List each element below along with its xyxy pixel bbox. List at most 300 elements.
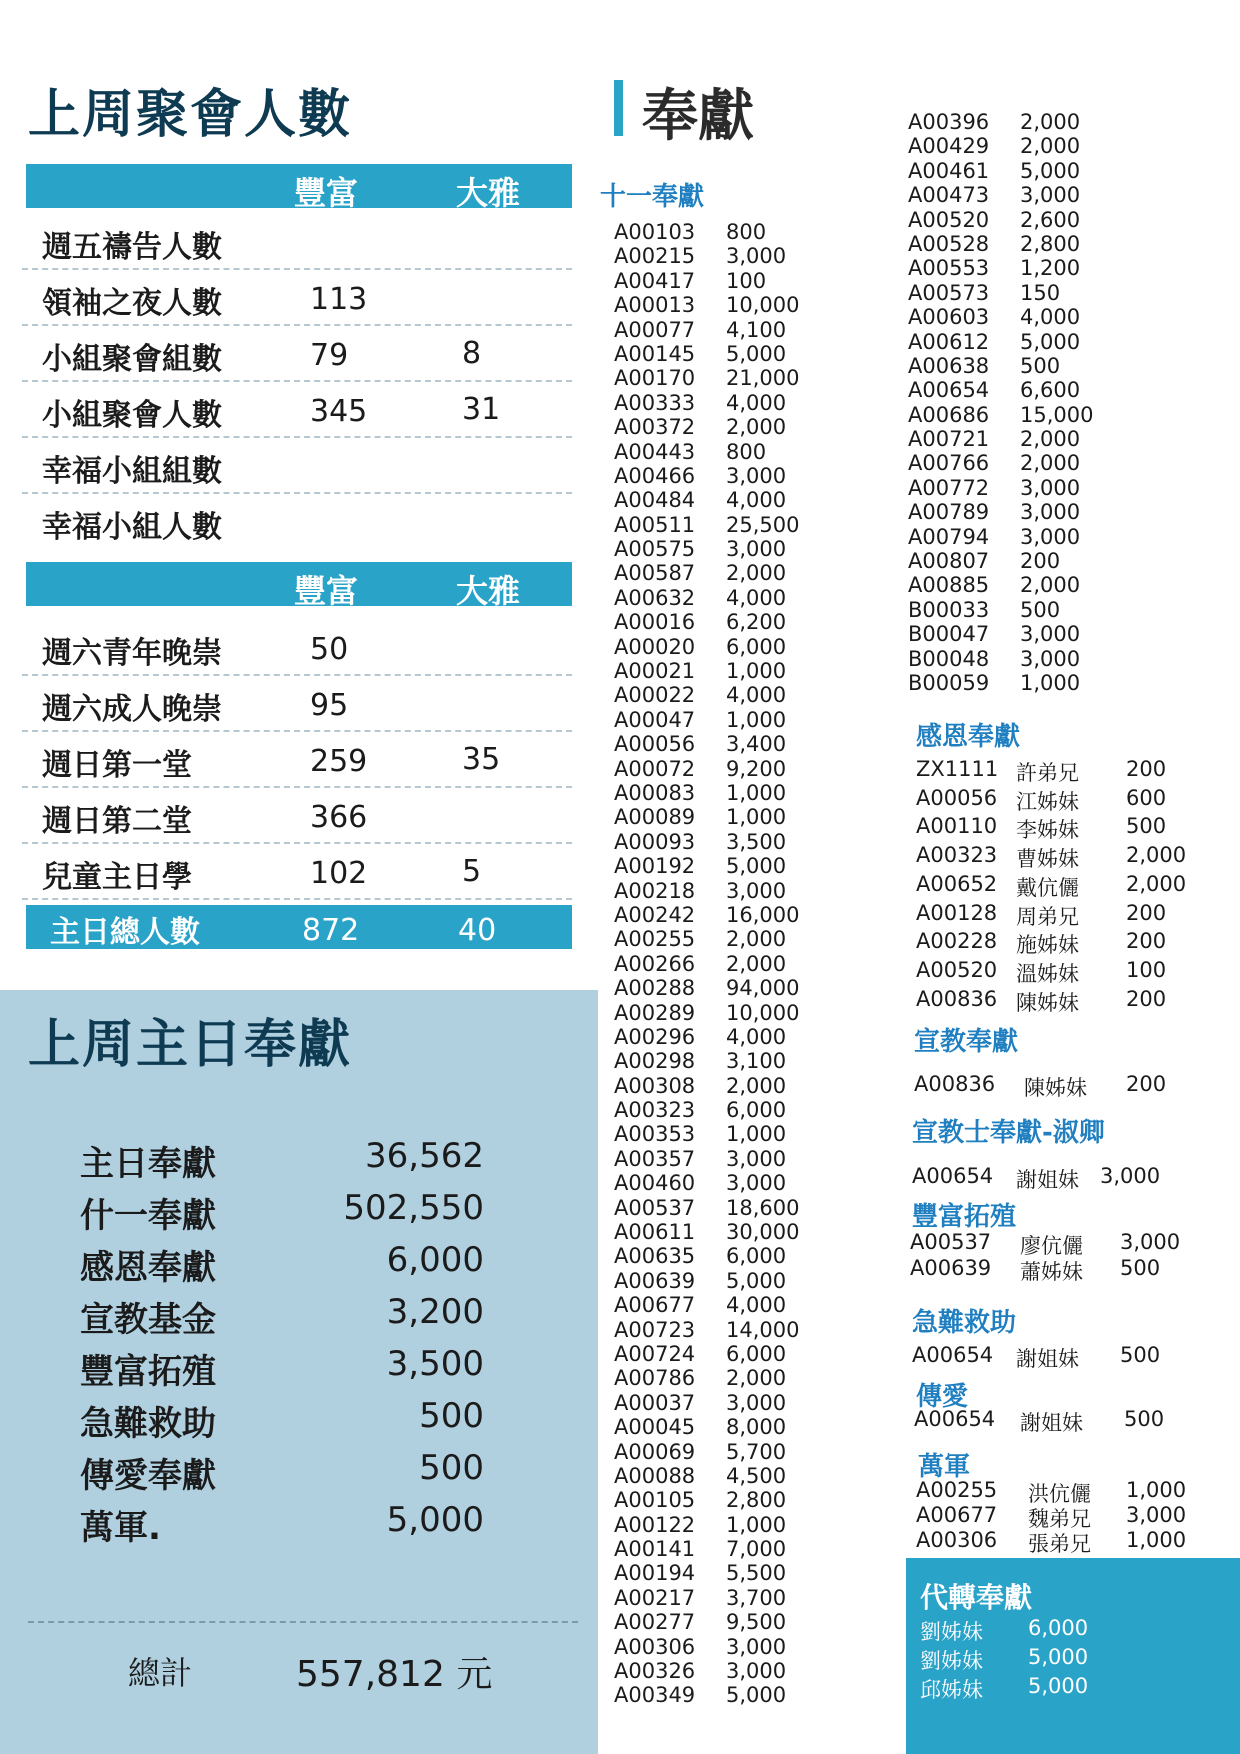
amount: 6,000 — [726, 634, 787, 659]
tithe-entry — [614, 903, 814, 927]
amount: 500 — [1020, 597, 1061, 622]
tithe-entry — [614, 1586, 814, 1610]
amount: 7,000 — [726, 1537, 787, 1562]
donor-code: A00047 — [614, 707, 696, 732]
attendance-row — [22, 676, 572, 732]
tithe-entry — [908, 549, 1108, 573]
tithe-entry — [908, 427, 1108, 451]
tithe-list-col2 — [908, 110, 1108, 695]
amount: 500 — [1120, 1343, 1161, 1367]
donor-code: A00396 — [908, 110, 990, 134]
donor-code: A00520 — [908, 207, 990, 232]
donor-code: A00077 — [614, 317, 696, 342]
donor-code: A00122 — [614, 1512, 696, 1537]
donor-code: A00766 — [908, 451, 990, 476]
donor-code: A00677 — [614, 1293, 696, 1318]
amount: 6,000 — [726, 1244, 787, 1269]
tithe-entry — [614, 1635, 814, 1659]
amount: 2,000 — [1020, 110, 1081, 134]
tithe-entry — [614, 1513, 814, 1537]
amount: 4,000 — [726, 585, 787, 610]
donor-code: A00537 — [910, 1230, 992, 1254]
header-col-fengfu: 豐富 — [294, 572, 359, 610]
donor-code: A00466 — [614, 463, 696, 488]
donor-code: A00786 — [614, 1366, 696, 1391]
tithe-entry — [614, 1464, 814, 1488]
tithe-entry — [908, 525, 1108, 549]
tithe-entry — [614, 513, 814, 537]
donor-code: A00170 — [614, 366, 696, 391]
tithe-entry — [614, 561, 814, 585]
tithe-entry — [908, 476, 1108, 500]
tithe-entry — [908, 305, 1108, 329]
donor-name: 施姊妹 — [1016, 933, 1079, 958]
donor-code: A00417 — [614, 268, 696, 293]
donor-code: A00089 — [614, 805, 696, 830]
donor-code: A00266 — [614, 951, 696, 976]
amount: 1,000 — [726, 780, 787, 805]
tithe-entry — [614, 635, 814, 659]
donor-name: 周弟兄 — [1016, 904, 1079, 929]
amount: 5,000 — [726, 1683, 787, 1708]
tithe-entry — [614, 1659, 814, 1683]
donor-code: A00145 — [614, 341, 696, 366]
row-label: 週六成人晚崇 — [42, 692, 222, 727]
donor-code: A00128 — [916, 900, 998, 925]
donor-code: A00612 — [908, 329, 990, 354]
tithe-entry — [908, 232, 1108, 256]
attendance-row — [22, 620, 572, 676]
donor-code: A00429 — [908, 134, 990, 159]
amount: 4,000 — [726, 390, 787, 415]
amount: 9,200 — [726, 756, 787, 781]
attendance-row — [22, 438, 572, 494]
donor-code: A00639 — [910, 1256, 992, 1280]
row-label: 週日第二堂 — [42, 804, 192, 839]
attendance-row — [22, 214, 572, 270]
attendance-row — [22, 326, 572, 382]
header-col-daya: 大雅 — [456, 572, 521, 610]
summary-item — [80, 1188, 484, 1240]
donor-code: A00020 — [614, 634, 696, 659]
row-label: 領袖之夜人數 — [42, 286, 222, 321]
donor-code: A00357 — [614, 1146, 696, 1171]
tithe-entry — [614, 464, 814, 488]
donor-code: A00056 — [916, 785, 998, 810]
donor-code: A00461 — [908, 158, 990, 183]
summary-item — [80, 1292, 484, 1344]
donor-code: B00048 — [908, 646, 990, 671]
tithe-entry — [908, 647, 1108, 671]
tithe-entry — [614, 610, 814, 634]
donor-code: A00022 — [614, 683, 696, 708]
amount: 3,000 — [1020, 183, 1081, 208]
row-label: 幸福小組組數 — [42, 454, 222, 489]
donor-code: A00141 — [614, 1537, 696, 1562]
donor-code: A00218 — [614, 878, 696, 903]
donor-code: A00836 — [914, 1072, 996, 1096]
tithe-entry — [614, 1122, 814, 1146]
tithe-entry — [614, 1171, 814, 1195]
amount: 500 — [1126, 814, 1167, 839]
tithe-entry — [908, 281, 1108, 305]
tithe-entry — [614, 220, 814, 244]
donor-code: A00724 — [614, 1341, 696, 1366]
tithe-entry — [908, 622, 1108, 646]
donor-code: A00021 — [614, 659, 696, 684]
amount: 2,000 — [1020, 427, 1081, 452]
tithe-entry — [614, 757, 814, 781]
amount: 1,000 — [1020, 670, 1081, 695]
donor-code: A00349 — [614, 1683, 696, 1708]
amount: 6,000 — [1028, 1616, 1089, 1640]
summary-item-label: 感恩奉獻 — [80, 1248, 216, 1288]
amount: 3,000 — [726, 1659, 787, 1684]
amount: 200 — [1126, 986, 1167, 1011]
donor-code: A00484 — [614, 488, 696, 513]
amount: 1,000 — [726, 1512, 787, 1537]
amount: 150 — [1020, 280, 1061, 305]
donor-code: A00654 — [914, 1407, 996, 1431]
donor-code: A00289 — [614, 1000, 696, 1025]
amount: 1,000 — [726, 659, 787, 684]
summary-item — [80, 1500, 484, 1552]
amount: 5,700 — [726, 1439, 787, 1464]
donor-code: A00103 — [614, 220, 696, 244]
amount: 18,600 — [726, 1195, 800, 1220]
amount: 2,000 — [1020, 451, 1081, 476]
amount: 3,000 — [1020, 475, 1081, 500]
amount: 200 — [1126, 929, 1167, 954]
amount: 1,000 — [1126, 1478, 1187, 1502]
amount: 6,600 — [1020, 378, 1081, 403]
amount: 2,800 — [1020, 231, 1081, 256]
amount: 800 — [726, 220, 767, 244]
amount: 600 — [1126, 785, 1167, 810]
tithe-entry — [908, 573, 1108, 597]
donor-name: 戴伉儷 — [1016, 875, 1079, 900]
amount: 4,100 — [726, 317, 787, 342]
tithe-entry — [908, 208, 1108, 232]
missionary-section-title: 宣教士奉獻-淑卿 — [912, 1118, 1105, 1148]
amount: 6,000 — [726, 1098, 787, 1123]
row-fengfu-value: 50 — [310, 632, 349, 667]
donor-code: A00217 — [614, 1585, 696, 1610]
donor-code: B00059 — [908, 670, 990, 695]
donor-code: A00323 — [614, 1098, 696, 1123]
donor-code: A00069 — [614, 1439, 696, 1464]
donor-code: A00255 — [614, 927, 696, 952]
amount: 6,000 — [726, 1341, 787, 1366]
donor-code: A00056 — [614, 732, 696, 757]
donor-code: A00255 — [916, 1478, 998, 1502]
donor-code: A00333 — [614, 390, 696, 415]
amount: 14,000 — [726, 1317, 800, 1342]
total-label: 主日總人數 — [50, 915, 200, 950]
amount: 500 — [1124, 1407, 1165, 1431]
amount: 25,500 — [726, 512, 800, 537]
tithe-section-title: 十一奉獻 — [600, 182, 705, 212]
summary-item-value: 6,000 — [386, 1240, 484, 1280]
donor-code: A00296 — [614, 1024, 696, 1049]
amount: 3,000 — [726, 1634, 787, 1659]
amount: 3,100 — [726, 1049, 787, 1074]
amount: 3,000 — [1020, 646, 1081, 671]
amount: 2,000 — [726, 1073, 787, 1098]
tithe-entry — [614, 976, 814, 1000]
donor-code: B00033 — [908, 597, 990, 622]
tithe-entry — [614, 537, 814, 561]
donor-code: A00721 — [908, 427, 990, 452]
tithe-entry — [614, 1074, 814, 1098]
amount: 3,000 — [726, 878, 787, 903]
amount: 3,000 — [726, 1146, 787, 1171]
summary-item-value: 36,562 — [365, 1136, 484, 1176]
summary-item-value: 500 — [419, 1396, 484, 1436]
donor-name: 江姊妹 — [1016, 789, 1079, 814]
donor-code: A00794 — [908, 524, 990, 549]
row-label: 兒童主日學 — [42, 860, 192, 895]
relief-section-title: 急難救助 — [912, 1308, 1017, 1338]
donor-code: A00611 — [614, 1220, 696, 1245]
mission-section-title: 宣教奉獻 — [914, 1027, 1019, 1057]
tithe-entry — [614, 415, 814, 439]
amount: 2,600 — [1020, 207, 1081, 232]
amount: 1,000 — [726, 1122, 787, 1147]
donor-name: 張弟兄 — [1028, 1532, 1091, 1556]
tithe-list-col1 — [614, 220, 814, 1708]
donor-code: A00632 — [614, 585, 696, 610]
tithe-entry — [908, 330, 1108, 354]
amount: 3,000 — [1020, 500, 1081, 525]
tithe-entry — [614, 1415, 814, 1439]
tithe-entry — [614, 244, 814, 268]
tithe-entry — [614, 269, 814, 293]
donor-code: A00575 — [614, 537, 696, 562]
tithe-entry — [614, 805, 814, 829]
tithe-entry — [908, 671, 1108, 695]
amount: 500 — [1020, 353, 1061, 378]
amount: 4,000 — [726, 683, 787, 708]
amount: 2,000 — [726, 415, 787, 440]
amount: 15,000 — [1020, 402, 1094, 427]
attendance-title: 上周聚會人數 — [28, 85, 353, 145]
tithe-entry — [614, 1220, 814, 1244]
summary-item-label: 宣教基金 — [80, 1300, 216, 1340]
donor-code: A00242 — [614, 902, 696, 927]
donor-code: A00353 — [614, 1122, 696, 1147]
amount: 3,000 — [726, 1390, 787, 1415]
donor-code: A00372 — [614, 415, 696, 440]
tithe-entry — [614, 293, 814, 317]
donor-code: ZX1111 — [916, 757, 999, 781]
tithe-entry — [614, 1244, 814, 1268]
row-label: 週六青年晚崇 — [42, 636, 222, 671]
row-label: 週五禱告人數 — [42, 230, 222, 265]
amount: 100 — [726, 268, 767, 293]
attendance-row — [22, 732, 572, 788]
donor-code: A00789 — [908, 500, 990, 525]
attendance-header-1 — [26, 164, 572, 212]
donor-code: A00308 — [614, 1073, 696, 1098]
attendance-row — [22, 844, 572, 900]
amount: 200 — [1126, 1072, 1167, 1096]
donor-name: 許弟兄 — [1016, 761, 1079, 785]
row-fengfu-value: 259 — [310, 744, 368, 779]
tithe-entry — [614, 1001, 814, 1025]
amount: 10,000 — [726, 293, 800, 318]
tithe-entry — [614, 1366, 814, 1390]
total-daya: 40 — [458, 913, 497, 948]
tithe-entry — [614, 830, 814, 854]
tithe-entry — [614, 732, 814, 756]
amount: 2,000 — [1126, 843, 1187, 868]
row-fengfu-value: 79 — [310, 338, 349, 373]
tithe-entry — [614, 1537, 814, 1561]
tithe-entry — [614, 927, 814, 951]
amount: 5,000 — [726, 341, 787, 366]
tithe-entry — [614, 1683, 814, 1707]
amount: 1,000 — [726, 805, 787, 830]
donor-code: A00635 — [614, 1244, 696, 1269]
row-label: 小組聚會人數 — [42, 398, 222, 433]
amount: 3,500 — [726, 829, 787, 854]
donor-code: A00016 — [614, 610, 696, 635]
tithe-entry — [614, 366, 814, 390]
tithe-entry — [614, 854, 814, 878]
row-daya-value: 31 — [462, 392, 501, 427]
donor-code: A00298 — [614, 1049, 696, 1074]
amount: 3,000 — [1126, 1503, 1187, 1527]
donor-name: 邱姊妹 — [920, 1678, 983, 1702]
title-accent-bar — [614, 80, 623, 136]
tithe-entry — [614, 1196, 814, 1220]
tithe-entry — [614, 659, 814, 683]
donor-code: A00110 — [916, 814, 998, 839]
donor-code: A00807 — [908, 549, 990, 574]
amount: 9,500 — [726, 1610, 787, 1635]
attendance-header-2 — [26, 562, 572, 610]
row-fengfu-value: 345 — [310, 394, 368, 429]
amount: 2,000 — [726, 1366, 787, 1391]
row-daya-value: 35 — [462, 742, 501, 777]
tithe-entry — [614, 440, 814, 464]
amount: 5,500 — [726, 1561, 787, 1586]
amount: 200 — [1020, 549, 1061, 574]
row-label: 幸福小組人數 — [42, 510, 222, 545]
tithe-entry — [614, 1391, 814, 1415]
amount: 2,000 — [1020, 573, 1081, 598]
amount: 3,000 — [726, 537, 787, 562]
donor-name: 謝姐妹 — [1020, 1411, 1083, 1435]
donor-name: 陳姊妹 — [1024, 1076, 1087, 1100]
amount: 4,000 — [726, 488, 787, 513]
summary-item-label: 傳愛奉獻 — [80, 1456, 216, 1496]
donor-name: 廖伉儷 — [1020, 1234, 1083, 1258]
donor-name: 陳姊妹 — [1016, 990, 1079, 1015]
tithe-entry — [908, 159, 1108, 183]
tithe-entry — [614, 1147, 814, 1171]
header-col-fengfu: 豐富 — [294, 174, 359, 212]
amount: 2,000 — [726, 561, 787, 586]
amount: 5,000 — [726, 1268, 787, 1293]
amount: 21,000 — [726, 366, 800, 391]
tithe-entry — [614, 1488, 814, 1512]
tithe-entry — [614, 952, 814, 976]
tithe-entry — [614, 879, 814, 903]
tithe-entry — [614, 318, 814, 342]
tithe-entry — [908, 378, 1108, 402]
donor-code: A00677 — [916, 1503, 998, 1527]
donor-code: A00093 — [614, 829, 696, 854]
offering-detail-title: 奉獻 — [642, 84, 754, 149]
tithe-entry — [908, 500, 1108, 524]
amount: 5,000 — [1020, 158, 1081, 183]
tithe-entry — [614, 1561, 814, 1585]
row-daya-value: 8 — [462, 336, 482, 371]
amount: 10,000 — [726, 1000, 800, 1025]
amount: 3,400 — [726, 732, 787, 757]
amount: 3,700 — [726, 1585, 787, 1610]
donor-code: A00228 — [916, 929, 998, 954]
amount: 4,500 — [726, 1463, 787, 1488]
tithe-entry — [614, 1610, 814, 1634]
total-fengfu: 872 — [302, 913, 360, 948]
tithe-entry — [614, 1293, 814, 1317]
donor-name: 謝姐妹 — [1016, 1347, 1079, 1371]
donor-code: A00194 — [614, 1561, 696, 1586]
donor-code: A00537 — [614, 1195, 696, 1220]
summary-item-label: 急難救助 — [80, 1404, 216, 1444]
summary-item — [80, 1136, 484, 1188]
donor-code: A00473 — [908, 183, 990, 208]
donor-code: A00723 — [614, 1317, 696, 1342]
love-section-title: 傳愛 — [916, 1382, 969, 1412]
amount: 3,000 — [1100, 1164, 1161, 1188]
attendance-row — [22, 270, 572, 326]
amount: 3,000 — [726, 463, 787, 488]
amount: 5,000 — [1020, 329, 1081, 354]
donor-code: A00520 — [916, 957, 998, 982]
amount: 2,000 — [726, 927, 787, 952]
tithe-entry — [614, 1025, 814, 1049]
hosts-section-title: 萬軍 — [918, 1452, 971, 1482]
donor-code: A00045 — [614, 1415, 696, 1440]
summary-item-value: 500 — [419, 1448, 484, 1488]
donor-name: 劉姊妹 — [920, 1649, 983, 1673]
summary-item-value: 502,550 — [343, 1188, 484, 1228]
donor-code: A00573 — [908, 280, 990, 305]
tithe-entry — [908, 354, 1108, 378]
summary-item — [80, 1344, 484, 1396]
donor-code: A00639 — [614, 1268, 696, 1293]
donor-name: 李姊妹 — [1016, 818, 1079, 843]
tithe-entry — [614, 1049, 814, 1073]
summary-total-label: 總計 — [128, 1654, 193, 1692]
tithe-entry — [614, 1440, 814, 1464]
amount: 8,000 — [726, 1415, 787, 1440]
tithe-entry — [614, 1318, 814, 1342]
amount: 3,000 — [726, 244, 787, 269]
amount: 3,000 — [726, 1171, 787, 1196]
amount: 5,000 — [1028, 1645, 1089, 1669]
donor-code: A00836 — [916, 986, 998, 1011]
amount: 200 — [1126, 757, 1167, 781]
amount: 4,000 — [726, 1024, 787, 1049]
summary-item-value: 5,000 — [386, 1500, 484, 1540]
amount: 1,000 — [726, 707, 787, 732]
donor-code: B00047 — [908, 622, 990, 647]
